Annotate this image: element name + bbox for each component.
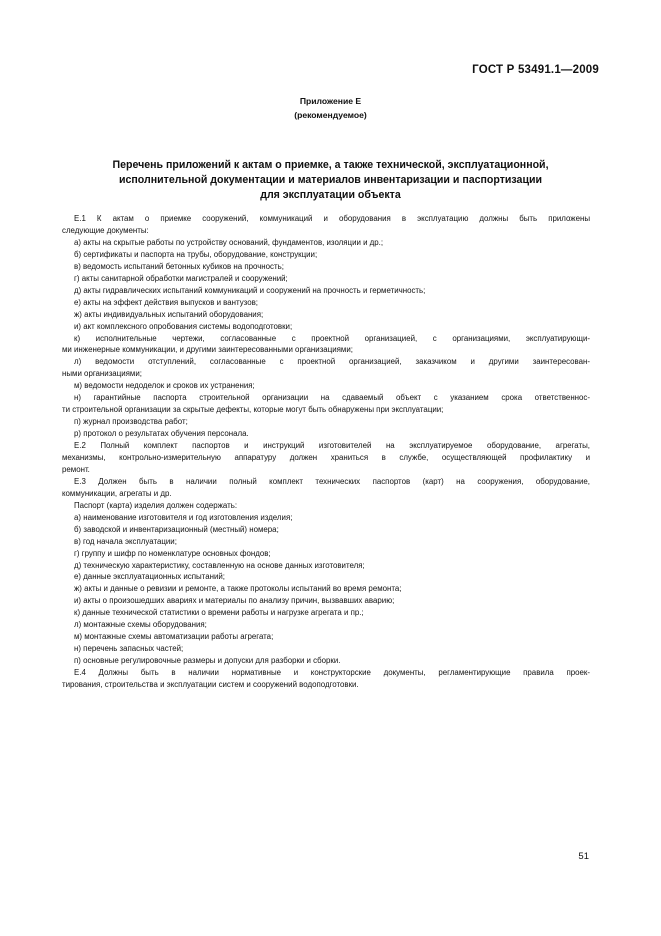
list-item: н) гарантийные паспорта строительной организации на сдаваемый объект с указанием срока ответственнос-	[74, 393, 590, 403]
list-item: д) техническую характеристику, составленную на основе данных изготовителя;	[74, 560, 365, 570]
list-item: и) акт комплексного опробования системы водоподготовки;	[74, 321, 293, 331]
list-item-continuation: ти строительной организации за скрытые дефекты, которые могут быть обнаружены при эксплуатации;	[62, 405, 444, 415]
appendix-label: Приложение Е	[299, 96, 362, 106]
title-line: для эксплуатации объекта	[260, 189, 401, 201]
paragraph-e1-line: следующие документы:	[62, 225, 149, 235]
paragraph-e1-line: Е.1 К актам о приемке сооружений, коммуникаций и оборудования в эксплуатацию должны быть приложены	[74, 214, 590, 223]
list-item: н) перечень запасных частей;	[74, 644, 184, 654]
list-item-continuation: ными организациями;	[62, 369, 142, 379]
list-item: п) основные регулировочные размеры и допуски для разборки и сборки.	[74, 656, 341, 666]
paragraph-e4-line: тирования, строительства и эксплуатации систем и сооружений водоподготовки.	[62, 680, 359, 690]
paragraph-e4-line: Е.4 Должны быть в наличии нормативные и конструкторские документы, регламентирующие правила проек-	[74, 668, 590, 678]
passport-intro: Паспорт (карта) изделия должен содержать:	[74, 500, 238, 510]
list-item: и) акты о произошедших авариях и материалы по анализу причин, вызвавших аварию;	[74, 596, 395, 606]
list-item: ж) акты и данные о ревизии и ремонте, а также протоколы испытаний во время ремонта;	[74, 584, 402, 594]
paragraph-e3-line: Е.3 Должен быть в наличии полный комплект технических паспортов (карт) на сооружения, оборудование,	[74, 476, 590, 486]
appendix-status: (рекомендуемое)	[294, 110, 367, 120]
list-item: л) ведомости отступлений, согласованные с проектной организацией, заказчиком и другими заинтересован-	[74, 357, 590, 367]
appendix-title	[70, 158, 591, 203]
list-item: м) ведомости недоделок и сроков их устранения;	[74, 381, 255, 391]
list-item: к) исполнительные чертежи, согласованные с проектной организацией, с организациями, эксплуатирующи-	[74, 333, 590, 343]
paragraph-e3-line: коммуникации, агрегаты и др.	[62, 488, 172, 498]
title-line: исполнительной документации и материалов инвентаризации и паспортизации	[119, 174, 542, 186]
list-item: а) наименование изготовителя и год изготовления изделия;	[74, 512, 293, 522]
list-item: б) заводской и инвентаризационный (местный) номера;	[74, 524, 279, 534]
page-number: 51	[578, 851, 589, 862]
list-item: а) акты на скрытые работы по устройству оснований, фундаментов, изоляции и др.;	[74, 237, 384, 247]
list-item: г) акты санитарной обработки магистралей и сооружений;	[74, 273, 288, 283]
title-line: Перечень приложений к актам о приемке, а также технической, эксплуатационной,	[112, 159, 549, 171]
list-item: л) монтажные схемы оборудования;	[74, 620, 207, 630]
list-item: к) данные технической статистики о времени работы и нагрузке агрегата и пр.;	[74, 608, 364, 618]
list-item: д) акты гидравлических испытаний коммуникаций и сооружений на прочность и герметичность;	[74, 285, 426, 295]
list-item: м) монтажные схемы автоматизации работы агрегата;	[74, 632, 274, 642]
list-item: е) акты на эффект действия выпусков и вантузов;	[74, 297, 258, 307]
list-item-continuation: ми инженерные коммуникации, и другими заинтересованными организациями;	[62, 345, 353, 355]
list-item: ж) акты индивидуальных испытаний оборудования;	[74, 309, 264, 319]
paragraph-e2-line: ремонт.	[62, 464, 90, 474]
list-item: г) группу и шифр по номенклатуре основных фондов;	[74, 548, 271, 558]
list-item: п) журнал производства работ;	[74, 417, 188, 427]
standard-number: ГОСТ Р 53491.1—2009	[472, 64, 599, 76]
list-item: в) год начала эксплуатации;	[74, 536, 177, 546]
list-item: б) сертификаты и паспорта на трубы, оборудование, конструкции;	[74, 249, 318, 259]
body-text	[62, 213, 590, 691]
paragraph-e2-line: Е.2 Полный комплект паспортов и инструкций изготовителей на эксплуатируемое оборудование, агрегаты,	[74, 441, 590, 451]
paragraph-e2-line: механизмы, контрольно-измерительную аппаратуру должен храниться в службе, осуществляющей профилактику и	[62, 452, 590, 462]
list-item: в) ведомость испытаний бетонных кубиков на прочность;	[74, 261, 284, 271]
list-item: е) данные эксплуатационных испытаний;	[74, 572, 225, 582]
list-item: р) протокол о результатах обучения персонала.	[74, 429, 249, 439]
